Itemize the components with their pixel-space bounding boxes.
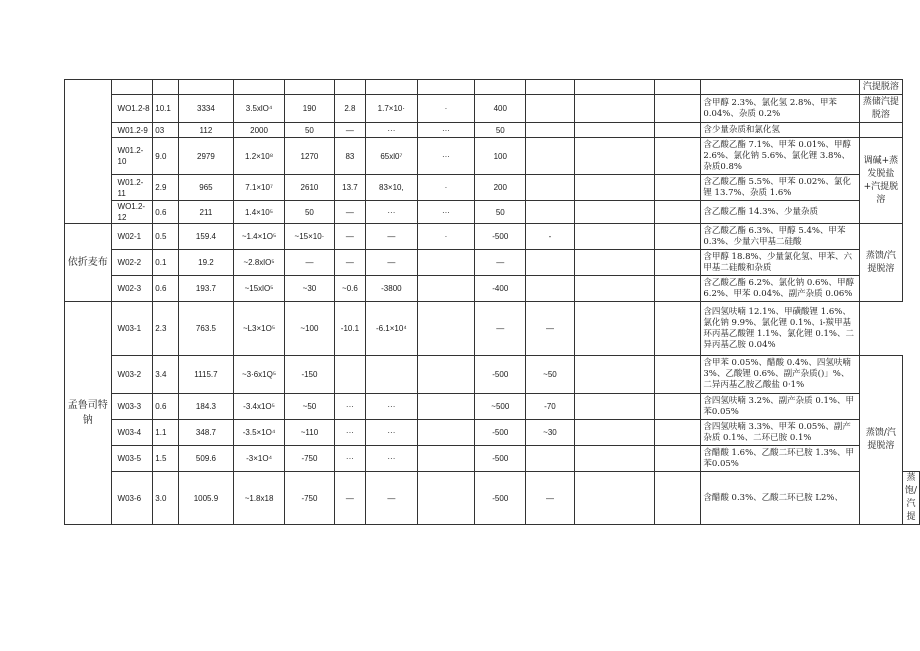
composition-cell: 含乙酸乙酯 6.3%、甲醇 5.4%、甲苯0.3%、少量六甲基二硅酸 — [701, 224, 860, 250]
value-cell: · — [417, 175, 475, 201]
blank-cell — [574, 138, 655, 175]
value-cell: - — [526, 224, 575, 250]
blank-cell — [655, 472, 701, 525]
value-cell: 10.1 — [153, 95, 179, 123]
blank-cell — [655, 394, 701, 420]
header-blank-cell — [233, 80, 284, 95]
value-cell: ~L3×1O⁵ — [233, 302, 284, 356]
composition-cell: 含四氢呋喃 3.2%、副产杂质 0.1%、甲苯0.05% — [701, 394, 860, 420]
value-cell — [417, 394, 475, 420]
blank-cell — [655, 201, 701, 224]
method-cell: 蒸饱/汽提 — [902, 472, 919, 525]
value-cell: ~15×10· — [285, 224, 334, 250]
value-cell: ··· — [417, 123, 475, 138]
header-blank-cell — [475, 80, 526, 95]
value-cell: 193.7 — [179, 276, 234, 302]
value-cell: — — [334, 201, 366, 224]
value-cell: 0.6 — [153, 394, 179, 420]
header-blank-cell — [285, 80, 334, 95]
blank-cell — [655, 250, 701, 276]
value-cell: — — [366, 472, 417, 525]
value-cell: 3.4 — [153, 356, 179, 394]
blank-cell — [574, 394, 655, 420]
group-cell: 孟鲁司特钠 — [65, 302, 112, 525]
value-cell: -750 — [285, 472, 334, 525]
header-blank-cell — [366, 80, 417, 95]
wastewater-id-cell: W03-4 — [111, 420, 153, 446]
value-cell: -3×1O⁴ — [233, 446, 284, 472]
blank-cell — [574, 472, 655, 525]
value-cell: 19.2 — [179, 250, 234, 276]
value-cell: -6.1×10⁴ — [366, 302, 417, 356]
value-cell — [417, 420, 475, 446]
wastewater-id-cell: W01.2-10 — [111, 138, 153, 175]
value-cell: ··· — [334, 446, 366, 472]
table-row — [65, 123, 920, 138]
value-cell: ··· — [366, 201, 417, 224]
table-row — [65, 175, 920, 201]
value-cell: ~15xlO⁵ — [233, 276, 284, 302]
wastewater-id-cell: W03-5 — [111, 446, 153, 472]
blank-cell — [574, 201, 655, 224]
method-cell: 蒸馈/汽提脱溶 — [859, 356, 902, 525]
value-cell: ~2.8xlO⁵ — [233, 250, 284, 276]
value-cell: ··· — [366, 394, 417, 420]
value-cell: 50 — [285, 201, 334, 224]
value-cell: ··· — [366, 420, 417, 446]
method-cell: 调碱+蒸发脱盐+汽提脱溶 — [859, 138, 902, 224]
value-cell: — — [526, 472, 575, 525]
value-cell — [417, 276, 475, 302]
value-cell: ~50 — [285, 394, 334, 420]
header-blank-cell — [526, 80, 575, 95]
header-blank-cell — [179, 80, 234, 95]
wastewater-id-cell: W03-2 — [111, 356, 153, 394]
value-cell: -10.1 — [334, 302, 366, 356]
value-cell: ··· — [334, 420, 366, 446]
value-cell: ~0.6 — [334, 276, 366, 302]
wastewater-id-cell: W02-1 — [111, 224, 153, 250]
method-cell: 蒸馈/汽提脱溶 — [859, 224, 902, 302]
value-cell: ~1.8x18 — [233, 472, 284, 525]
blank-cell — [574, 302, 655, 356]
blank-cell — [655, 302, 701, 356]
value-cell: -500 — [475, 420, 526, 446]
value-cell: 1.4×10⁵ — [233, 201, 284, 224]
value-cell: -500 — [475, 356, 526, 394]
value-cell: 50 — [475, 123, 526, 138]
value-cell: 50 — [285, 123, 334, 138]
value-cell: · — [417, 224, 475, 250]
value-cell — [417, 356, 475, 394]
value-cell: -750 — [285, 446, 334, 472]
blank-cell — [574, 123, 655, 138]
table-row — [65, 224, 920, 250]
blank-cell — [655, 224, 701, 250]
value-cell: ··· — [366, 446, 417, 472]
value-cell: 7.1×10⁷ — [233, 175, 284, 201]
value-cell: 2.8 — [334, 95, 366, 123]
value-cell: -500 — [475, 446, 526, 472]
group-cell — [65, 80, 112, 224]
value-cell — [526, 250, 575, 276]
header-strip-row — [65, 80, 920, 95]
table-row — [65, 446, 920, 472]
value-cell: 1115.7 — [179, 356, 234, 394]
wastewater-id-cell: W01.2-11 — [111, 175, 153, 201]
blank-cell — [574, 420, 655, 446]
value-cell: ~110 — [285, 420, 334, 446]
value-cell: ··· — [417, 138, 475, 175]
composition-cell: 含少量杂质和氯化氢 — [701, 123, 860, 138]
composition-cell: 含甲醇 2.3%、氯化氢 2.8%、甲苯0.04%、杂质 0.2% — [701, 95, 860, 123]
value-cell: ··· — [366, 123, 417, 138]
table-row — [65, 356, 920, 394]
blank-cell — [655, 446, 701, 472]
value-cell: 1005.9 — [179, 472, 234, 525]
method-cell — [859, 123, 902, 138]
group-cell: 依折麦布 — [65, 224, 112, 302]
table-row — [65, 302, 920, 356]
header-blank-cell — [417, 80, 475, 95]
value-cell: 2.3 — [153, 302, 179, 356]
value-cell: ~50 — [526, 356, 575, 394]
table-row — [65, 95, 920, 123]
composition-cell: 含乙酸乙酯 5.5%、甲苯 0.02%、氯化锂 13.7%、杂质 1.6% — [701, 175, 860, 201]
value-cell: 0.1 — [153, 250, 179, 276]
method-cell: 蒸储汽提脱溶 — [859, 95, 902, 123]
value-cell: 1.1 — [153, 420, 179, 446]
composition-cell: 含乙酸乙酯 14.3%、少量杂质 — [701, 201, 860, 224]
value-cell: 211 — [179, 201, 234, 224]
table-row — [65, 201, 920, 224]
value-cell: 1.7×10· — [366, 95, 417, 123]
blank-cell — [574, 276, 655, 302]
value-cell: ~500 — [475, 394, 526, 420]
value-cell: — — [334, 224, 366, 250]
value-cell: 3.5xlO⁴ — [233, 95, 284, 123]
composition-cell: 含四氢呋喃 3.3%、甲苯 0.05%、副产杂质 0.1%、二环已胺 0.1% — [701, 420, 860, 446]
value-cell — [526, 175, 575, 201]
value-cell: ~30 — [526, 420, 575, 446]
blank-cell — [655, 175, 701, 201]
value-cell: 1.5 — [153, 446, 179, 472]
value-cell: ~100 — [285, 302, 334, 356]
blank-cell — [574, 356, 655, 394]
wastewater-id-cell: WO1.2-12 — [111, 201, 153, 224]
value-cell: — — [526, 302, 575, 356]
value-cell: 1.2×10⁸ — [233, 138, 284, 175]
value-cell: -150 — [285, 356, 334, 394]
value-cell: 100 — [475, 138, 526, 175]
value-cell: 184.3 — [179, 394, 234, 420]
value-cell — [417, 302, 475, 356]
value-cell: 03 — [153, 123, 179, 138]
composition-cell: 含乙酸乙酯 7.1%、甲苯 0.01%、甲醇2.6%、氯化钠 5.6%、氯化锂 3.8%、杂质0.8% — [701, 138, 860, 175]
table-row — [65, 472, 920, 525]
value-cell: ~1.4×1O⁵ — [233, 224, 284, 250]
value-cell: 0.5 — [153, 224, 179, 250]
wastewater-id-cell: W02-3 — [111, 276, 153, 302]
value-cell: — — [475, 302, 526, 356]
value-cell: 0.6 — [153, 276, 179, 302]
value-cell: -400 — [475, 276, 526, 302]
value-cell — [334, 356, 366, 394]
value-cell: ~30 — [285, 276, 334, 302]
emission-table-sheet — [64, 79, 920, 525]
table-row — [65, 420, 920, 446]
value-cell: · — [417, 95, 475, 123]
value-cell: -3.5×1O⁴ — [233, 420, 284, 446]
value-cell: — — [366, 250, 417, 276]
value-cell: -3.4x1O⁵ — [233, 394, 284, 420]
value-cell: 9.0 — [153, 138, 179, 175]
value-cell — [417, 446, 475, 472]
value-cell: 1270 — [285, 138, 334, 175]
value-cell: 3.0 — [153, 472, 179, 525]
value-cell: 83 — [334, 138, 366, 175]
value-cell: 0.6 — [153, 201, 179, 224]
value-cell: 3334 — [179, 95, 234, 123]
value-cell: 159.4 — [179, 224, 234, 250]
value-cell: 83×10, — [366, 175, 417, 201]
value-cell: — — [334, 250, 366, 276]
wastewater-id-cell: W03-6 — [111, 472, 153, 525]
table-row — [65, 138, 920, 175]
table-row — [65, 250, 920, 276]
value-cell: — — [285, 250, 334, 276]
value-cell: 400 — [475, 95, 526, 123]
value-cell: — — [334, 472, 366, 525]
value-cell: ··· — [334, 394, 366, 420]
value-cell: 13.7 — [334, 175, 366, 201]
value-cell — [366, 356, 417, 394]
wastewater-id-cell: WO1.2-8 — [111, 95, 153, 123]
value-cell — [526, 446, 575, 472]
blank-cell — [655, 420, 701, 446]
value-cell: ~3·6x1Q⁵ — [233, 356, 284, 394]
value-cell: -3800 — [366, 276, 417, 302]
value-cell: 200 — [475, 175, 526, 201]
composition-cell: 含四氢呋喃 12.1%、甲磺酸锂 1.6%、氯化钠 9.9%、氯化锂 0.1%、i-羰甲基环丙基乙酸锂 1.1%、氯化锂 0.1%、二异丙基乙胺 0.04% — [701, 302, 860, 356]
value-cell: 348.7 — [179, 420, 234, 446]
header-blank-cell — [111, 80, 153, 95]
value-cell — [417, 250, 475, 276]
table-row — [65, 394, 920, 420]
composition-cell: 含乙酸乙酯 6.2%、氯化钠 0.6%、甲醇6.2%、甲苯 0.04%、副产杂质 0.06% — [701, 276, 860, 302]
blank-cell — [655, 356, 701, 394]
wastewater-id-cell: W03-1 — [111, 302, 153, 356]
value-cell: 190 — [285, 95, 334, 123]
composition-cell: 含甲苯 0.05%、醋酸 0.4%、四氢呋喃3%、乙酸锂 0.6%、副产杂质()」%、二异丙基乙胺乙酸盐 0·1% — [701, 356, 860, 394]
composition-cell: 含甲醇 18.8%、少量氯化氢、甲苯、六甲基二硅酸和杂质 — [701, 250, 860, 276]
header-blank-cell — [153, 80, 179, 95]
value-cell — [526, 201, 575, 224]
header-blank-cell — [701, 80, 860, 95]
blank-cell — [655, 138, 701, 175]
header-blank-cell — [655, 80, 701, 95]
value-cell: 2610 — [285, 175, 334, 201]
value-cell: 112 — [179, 123, 234, 138]
value-cell — [526, 123, 575, 138]
blank-cell — [655, 276, 701, 302]
value-cell: — — [475, 250, 526, 276]
value-cell: -70 — [526, 394, 575, 420]
method-cell: 汽提脱溶 — [859, 80, 902, 95]
value-cell — [526, 95, 575, 123]
value-cell — [526, 138, 575, 175]
blank-cell — [574, 175, 655, 201]
composition-cell: 含醋酸 1.6%、乙酸二环已胺 1.3%、甲苯0.05% — [701, 446, 860, 472]
value-cell: 50 — [475, 201, 526, 224]
blank-cell — [574, 95, 655, 123]
blank-cell — [655, 123, 701, 138]
value-cell: -500 — [475, 472, 526, 525]
value-cell: 2.9 — [153, 175, 179, 201]
value-cell: 65xl0⁷ — [366, 138, 417, 175]
blank-cell — [574, 446, 655, 472]
blank-cell — [574, 250, 655, 276]
value-cell: — — [334, 123, 366, 138]
header-blank-cell — [334, 80, 366, 95]
value-cell: — — [366, 224, 417, 250]
value-cell: 763.5 — [179, 302, 234, 356]
value-cell — [417, 472, 475, 525]
table-row — [65, 276, 920, 302]
wastewater-id-cell: W03-3 — [111, 394, 153, 420]
wastewater-id-cell: W02-2 — [111, 250, 153, 276]
value-cell: 509.6 — [179, 446, 234, 472]
value-cell — [526, 276, 575, 302]
header-blank-cell — [574, 80, 655, 95]
value-cell: 965 — [179, 175, 234, 201]
blank-cell — [574, 224, 655, 250]
value-cell: 2000 — [233, 123, 284, 138]
wastewater-id-cell: W01.2-9 — [111, 123, 153, 138]
value-cell: ··· — [417, 201, 475, 224]
value-cell: -500 — [475, 224, 526, 250]
wastewater-table — [64, 79, 920, 525]
value-cell: 2979 — [179, 138, 234, 175]
composition-cell: 含醋酸 0.3%、乙酸二环已胺 L2%、 — [701, 472, 860, 525]
blank-cell — [655, 95, 701, 123]
